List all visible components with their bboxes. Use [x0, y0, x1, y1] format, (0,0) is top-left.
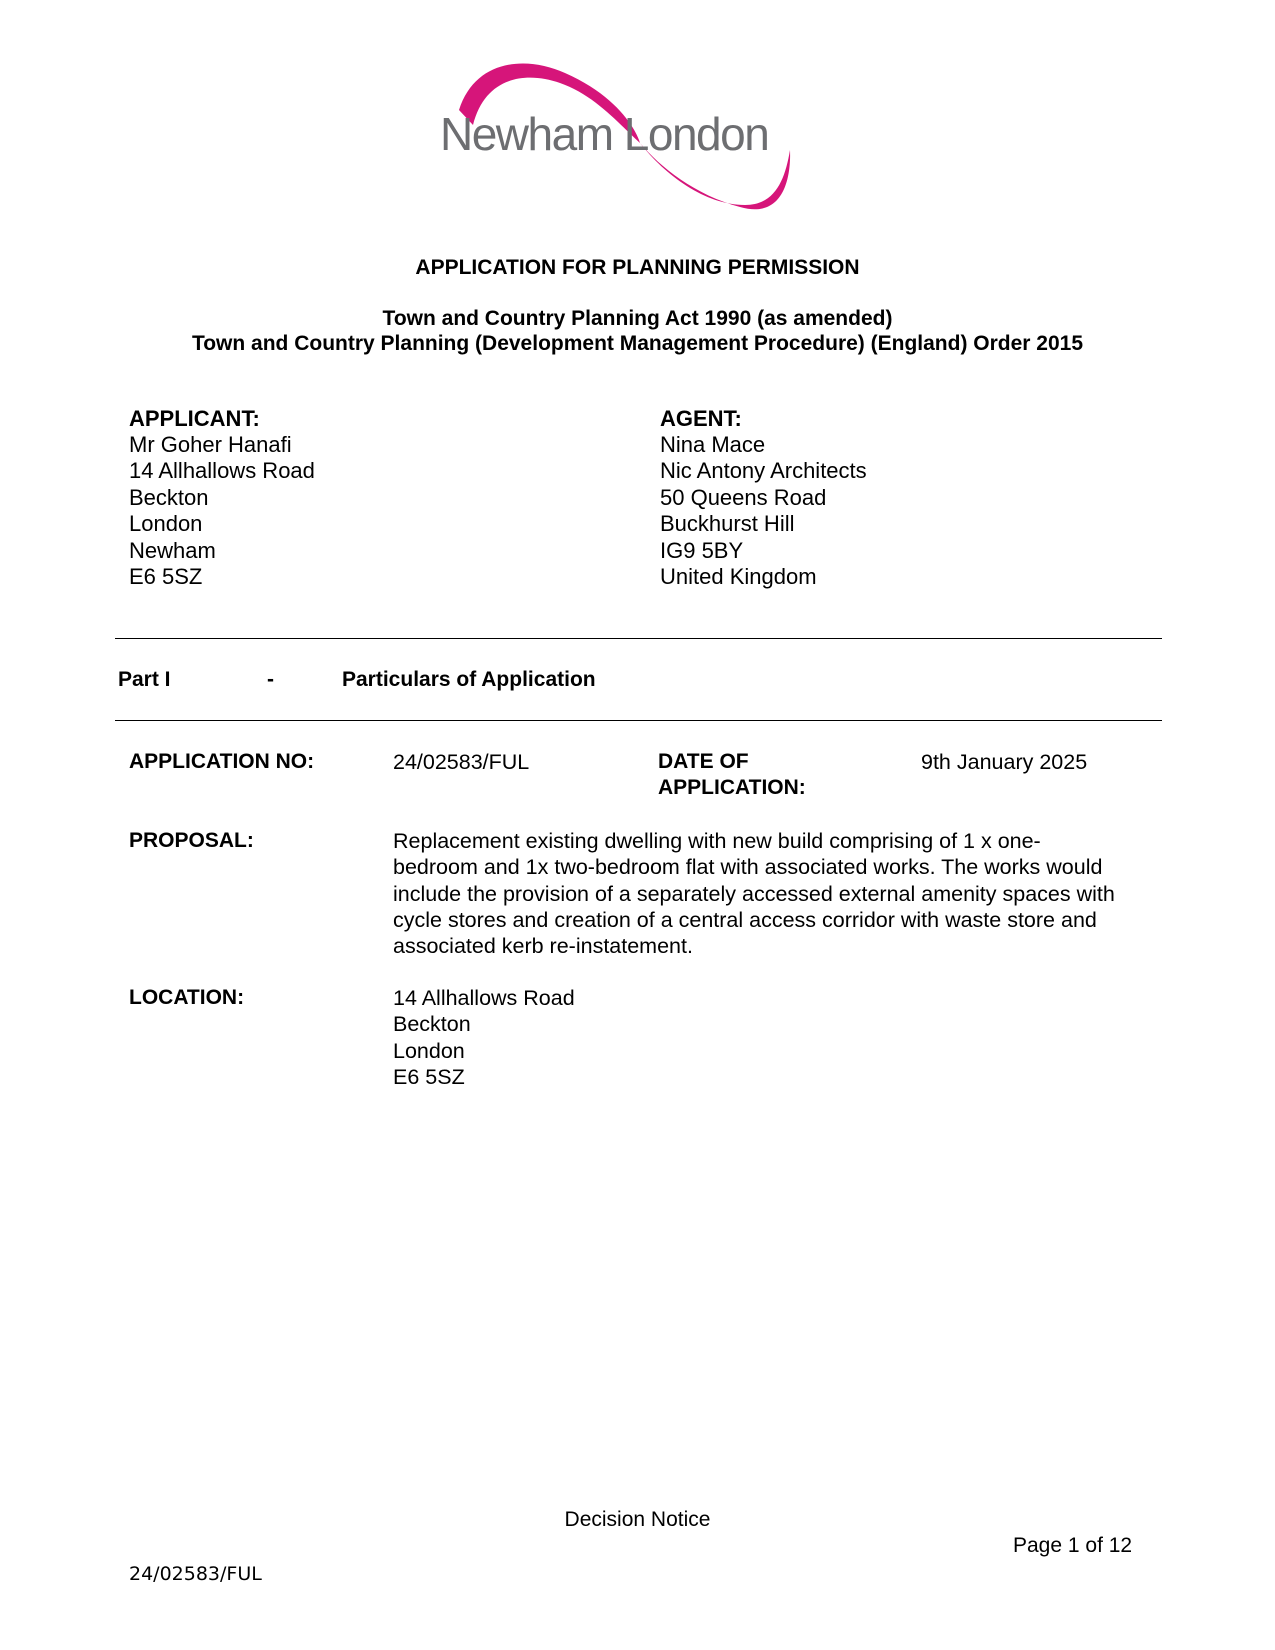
agent-line: IG9 5BY: [660, 537, 744, 563]
part-title: Particulars of Application: [342, 668, 596, 691]
applicant-line: Mr Goher Hanafi: [129, 432, 292, 457]
date-of-application-label: [658, 749, 806, 801]
date-label-line: APPLICATION:: [658, 776, 806, 799]
agent-line: Nic Antony Architects: [660, 458, 867, 484]
applicant-line: 14 Allhallows Road: [129, 458, 315, 484]
location-line: Beckton: [393, 1012, 471, 1037]
part-number: Part I: [118, 668, 171, 691]
applicant-line: London: [129, 511, 203, 537]
date-label-line: DATE OF: [658, 750, 749, 773]
part-dash: -: [267, 668, 274, 691]
agent-block: [660, 406, 867, 590]
applicant-line: E6 5SZ: [129, 564, 203, 590]
applicant-label: APPLICANT:: [129, 406, 260, 431]
location-label: LOCATION:: [129, 986, 245, 1009]
newham-london-logo: [440, 55, 835, 225]
location-line: London: [393, 1038, 465, 1063]
application-no-label: APPLICATION NO:: [129, 750, 315, 773]
agent-line: Buckhurst Hill: [660, 511, 795, 537]
document-title: APPLICATION FOR PLANNING PERMISSION: [415, 256, 860, 279]
proposal-line: cycle stores and creation of a central access corridor with waste store and: [393, 907, 1097, 932]
footer-decision-notice: Decision Notice: [564, 1508, 711, 1531]
proposal-line: include the provision of a separately accessed external amenity spaces with: [393, 881, 1115, 906]
proposal-line: bedroom and 1x two-bedroom flat with associated works. The works would: [393, 855, 1103, 880]
applicant-line: Beckton: [129, 484, 209, 510]
logo-wordmark: Newham London: [440, 108, 769, 160]
footer-reference: 24/02583/FUL: [129, 1563, 262, 1585]
divider: [115, 638, 1162, 639]
proposal-label: PROPOSAL:: [129, 829, 254, 852]
act-line-1: Town and Country Planning Act 1990 (as amended): [382, 307, 893, 330]
proposal-text: [393, 828, 1115, 959]
proposal-line: Replacement existing dwelling with new build comprising of 1 x one-: [393, 829, 1041, 853]
location-line: 14 Allhallows Road: [393, 986, 575, 1010]
application-no-value: 24/02583/FUL: [393, 750, 530, 774]
divider: [115, 720, 1162, 721]
location-address: [393, 985, 575, 1090]
agent-line: United Kingdom: [660, 564, 817, 590]
act-line-2: Town and Country Planning (Development Management Procedure) (England) Order 2015: [191, 332, 1084, 355]
applicant-block: [129, 406, 315, 590]
agent-line: 50 Queens Road: [660, 484, 827, 510]
proposal-line: associated kerb re-instatement.: [393, 934, 693, 959]
date-of-application-value: 9th January 2025: [921, 750, 1088, 774]
location-line: E6 5SZ: [393, 1064, 465, 1089]
applicant-line: Newham: [129, 537, 216, 563]
footer-page-number: Page 1 of 12: [1013, 1534, 1133, 1557]
agent-label: AGENT:: [660, 406, 742, 431]
agent-line: Nina Mace: [660, 432, 766, 457]
